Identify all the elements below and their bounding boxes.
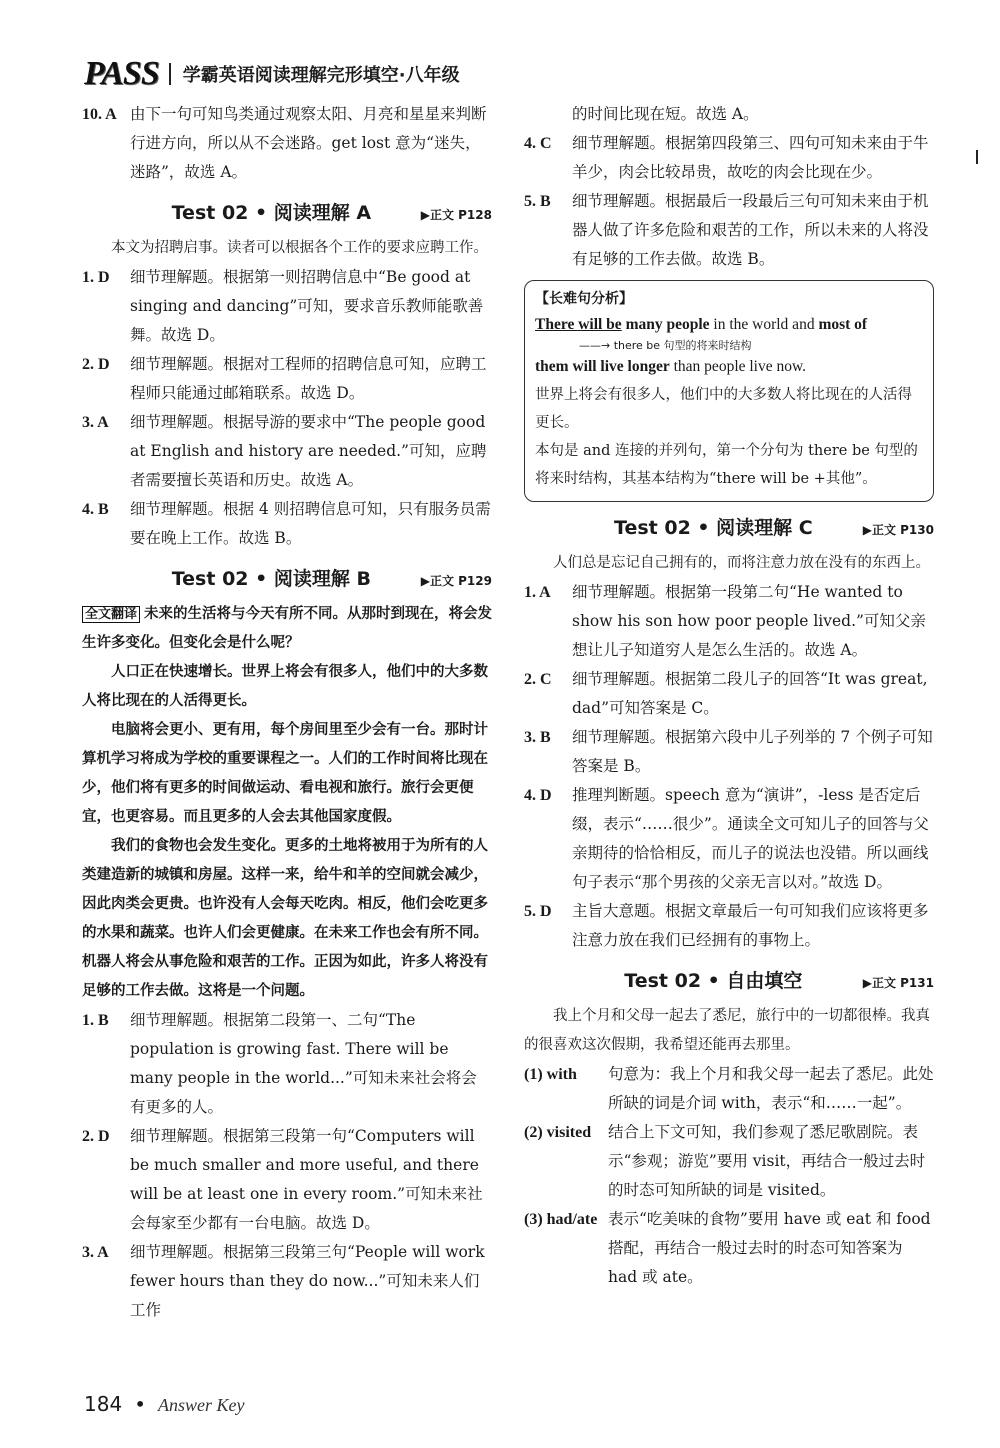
section-title: Test 02 • 阅读理解 B — [171, 568, 371, 590]
answer-item — [524, 723, 934, 781]
section-heading-a — [82, 199, 492, 230]
example-sentence-line1: There will be many people in the world and most of — [535, 316, 868, 333]
answer-item — [524, 1060, 934, 1118]
margin-mark — [976, 150, 978, 164]
structure-note: ——→ there be 句型的将来时结构 — [579, 339, 752, 352]
section-intro: 我上个月和父母一起去了悉尼，旅行中的一切都很棒。我真的很喜欢这次假期，我希望还能再去那里。 — [524, 1008, 930, 1053]
right-column — [524, 100, 934, 1292]
answer-number: 5. D — [524, 903, 552, 920]
section-title: Test 02 • 阅读理解 A — [171, 202, 372, 224]
answer-explanation: 细节理解题。根据第六段中儿子列举的 7 个例子可知答案是 B。 — [572, 728, 933, 775]
answer-item — [82, 408, 492, 495]
answer-number: 10. A — [82, 106, 117, 123]
answer-explanation: 细节理解题。根据 4 则招聘信息可知，只有服务员需要在晚上工作。故选 B。 — [130, 500, 491, 547]
answer-explanation: 推理判断题。speech 意为“演讲”，-less 是否定后缀，表示“……很少”。通读全文可知儿子的回答与父亲期待的恰恰相反，而儿子的说法也没错。所以画线句子表示“那个男孩的父亲无言以对。”故选 D。 — [572, 786, 929, 891]
answer-list-b-cont — [524, 129, 934, 274]
answer-explanation: 由下一句可知鸟类通过观察太阳、月亮和星星来判断行进方向，所以从不会迷路。get lost 意为“迷失，迷路”，故选 A。 — [130, 105, 487, 181]
answer-item — [82, 263, 492, 350]
answer-number: 5. B — [524, 193, 551, 210]
translation-paragraph: 我们的食物也会发生变化。更多的土地将被用于为所有的人类建造新的城镇和房屋。这样一来，给牛和羊的空间就会减少，因此肉类会更贵。也许没有人会每天吃肉。相反，他们会吃更多的水果和蔬菜。也许人们会更健康。在未来工作也会有所不同。机器人将会从事危险和艰苦的工作。正因为如此，许多人将没有足够的工作去做。这将是一个问题。 — [82, 838, 488, 999]
answer-item — [524, 187, 934, 274]
answer-number: (3) had/ate — [524, 1211, 598, 1228]
pass-logo: PASS — [84, 55, 159, 92]
answer-item — [82, 1006, 492, 1122]
answer-item — [524, 1205, 934, 1292]
answer-list-c — [524, 578, 934, 955]
box-title: 【长难句分析】 — [535, 291, 633, 307]
answer-item — [524, 1118, 934, 1205]
answer-number: (1) with — [524, 1066, 577, 1083]
section-title: Test 02 • 自由填空 — [624, 970, 803, 992]
answer-key-label: Answer Key — [157, 1395, 245, 1415]
answer-explanation: 细节理解题。根据导游的要求中“The people good at English and history are needed.”可知，应聘者需要擅长英语和历史。故选 A。 — [130, 413, 487, 489]
page-number: 184 — [84, 1392, 123, 1416]
book-title: 学霸英语阅读理解完形填空·八年级 — [182, 65, 460, 86]
example-sentence-line2: them will live longer than people live now. — [535, 358, 807, 375]
header-divider — [169, 63, 171, 85]
answer-number: 4. D — [524, 787, 552, 804]
page-header — [84, 54, 460, 94]
answer-explanation: 细节理解题。根据最后一段最后三句可知未来由于机器人做了许多危险和艰苦的工作，所以未来的人将没有足够的工作去做。故选 B。 — [572, 192, 929, 268]
translation-paragraph: 人口正在快速增长。世界上将会有很多人，他们中的大多数人将比现在的人活得更长。 — [82, 664, 488, 709]
answer-list-b — [82, 1006, 492, 1325]
answer-number: 3. A — [82, 1244, 109, 1261]
long-sentence-analysis-box — [524, 280, 934, 502]
full-translation — [82, 600, 492, 1006]
answer-explanation: 细节理解题。根据第二段儿子的回答“It was great, dad”可知答案是 C。 — [572, 670, 928, 717]
answer-explanation: 主旨大意题。根据文章最后一句可知我们应该将更多注意力放在我们已经拥有的事物上。 — [572, 902, 929, 949]
answer-item — [82, 350, 492, 408]
sentence-analysis: 本句是 and 连接的并列句，第一个分句为 there be 句型的将来时结构，其基本结构为“there will be +其他”。 — [535, 443, 918, 487]
page-reference: ▶正文 P131 — [862, 976, 934, 990]
sentence-translation: 世界上将会有很多人，他们中的大多数人将比现在的人活得更长。 — [535, 387, 912, 431]
answer-item — [524, 665, 934, 723]
answer-list-a — [82, 263, 492, 553]
answer-number: 2. D — [82, 356, 110, 373]
answer-explanation: 细节理解题。根据第一段第二句“He wanted to show his son how poor people lived.”可知父亲想让儿子知道穷人是怎么生活的。故选 A。 — [572, 583, 926, 659]
answer-explanation: 细节理解题。根据第三段第三句“People will work fewer hours than they do now...”可知未来人们工作 — [130, 1243, 485, 1319]
answer-explanation: 表示“吃美味的食物”要用 have 或 eat 和 food 搭配，再结合一般过去时的时态可知答案为 had 或 ate。 — [608, 1210, 931, 1286]
answer-item — [524, 129, 934, 187]
page-reference: ▶正文 P128 — [420, 208, 492, 222]
answer-continuation: 的时间比现在短。故选 A。 — [572, 105, 759, 123]
answer-explanation: 句意为：我上个月和我父母一起去了悉尼。此处所缺的词是介词 with，表示“和……一起”。 — [608, 1065, 934, 1112]
answer-explanation: 细节理解题。根据第四段第三、四句可知未来由于牛羊少，肉会比较昂贵，故吃的肉会比现在少。 — [572, 134, 929, 181]
page-reference: ▶正文 P130 — [862, 523, 934, 537]
translation-paragraph: 未来的生活将与今天有所不同。从那时到现在，将会发生许多变化。但变化会是什么呢？ — [82, 606, 493, 651]
answer-number: 2. D — [82, 1128, 110, 1145]
answer-list-cloze — [524, 1060, 934, 1292]
translation-tag: 全文翻译 — [82, 606, 140, 623]
answer-number: 1. A — [524, 584, 551, 601]
answer-explanation: 细节理解题。根据第三段第一句“Computers will be much smaller and more useful, and there will be at least one in every room.”可知未来社会每家至少都有一台电脑。故选 D。 — [130, 1127, 483, 1232]
answer-item — [82, 1238, 492, 1325]
answer-number: (2) visited — [524, 1124, 592, 1141]
section-intro: 本文为招聘启事。读者可以根据各个工作的要求应聘工作。 — [111, 240, 488, 256]
answer-item — [524, 897, 934, 955]
section-heading-cloze — [524, 967, 934, 998]
answer-number: 1. B — [82, 1012, 109, 1029]
answer-number: 1. D — [82, 269, 110, 286]
answer-number: 4. B — [82, 501, 109, 518]
answer-item — [82, 1122, 492, 1238]
answer-number: 3. B — [524, 729, 551, 746]
page-footer — [84, 1392, 244, 1416]
answer-item — [524, 100, 934, 129]
answer-number: 2. C — [524, 671, 552, 688]
answer-item — [524, 578, 934, 665]
answer-item — [82, 100, 492, 187]
section-heading-b — [82, 565, 492, 596]
footer-dot: • — [134, 1392, 146, 1416]
answer-item — [524, 781, 934, 897]
answer-explanation: 细节理解题。根据第二段第一、二句“The population is growing fast. There will be many people in the world...”可知未来社会将会有更多的人。 — [130, 1011, 477, 1116]
section-heading-c — [524, 514, 934, 545]
answer-number: 4. C — [524, 135, 552, 152]
answer-number: 3. A — [82, 414, 109, 431]
section-intro: 人们总是忘记自己拥有的，而将注意力放在没有的东西上。 — [553, 555, 930, 571]
left-column — [82, 100, 492, 1325]
page-reference: ▶正文 P129 — [420, 574, 492, 588]
answer-item — [82, 495, 492, 553]
translation-paragraph: 电脑将会更小、更有用，每个房间里至少会有一台。那时计算机学习将成为学校的重要课程之一。人们的工作时间将比现在少，他们将有更多的时间做运动、看电视和旅行。旅行会更便宜，也更容易。而且更多的人会去其他国家度假。 — [82, 722, 488, 825]
section-title: Test 02 • 阅读理解 C — [614, 517, 813, 539]
answer-explanation: 结合上下文可知，我们参观了悉尼歌剧院。表示“参观；游览”要用 visit，再结合一般过去时的时态可知所缺的词是 visited。 — [608, 1123, 926, 1199]
answer-explanation: 细节理解题。根据对工程师的招聘信息可知，应聘工程师只能通过邮箱联系。故选 D。 — [130, 355, 487, 402]
answer-explanation: 细节理解题。根据第一则招聘信息中“Be good at singing and dancing”可知，要求音乐教师能歌善舞。故选 D。 — [130, 268, 484, 344]
